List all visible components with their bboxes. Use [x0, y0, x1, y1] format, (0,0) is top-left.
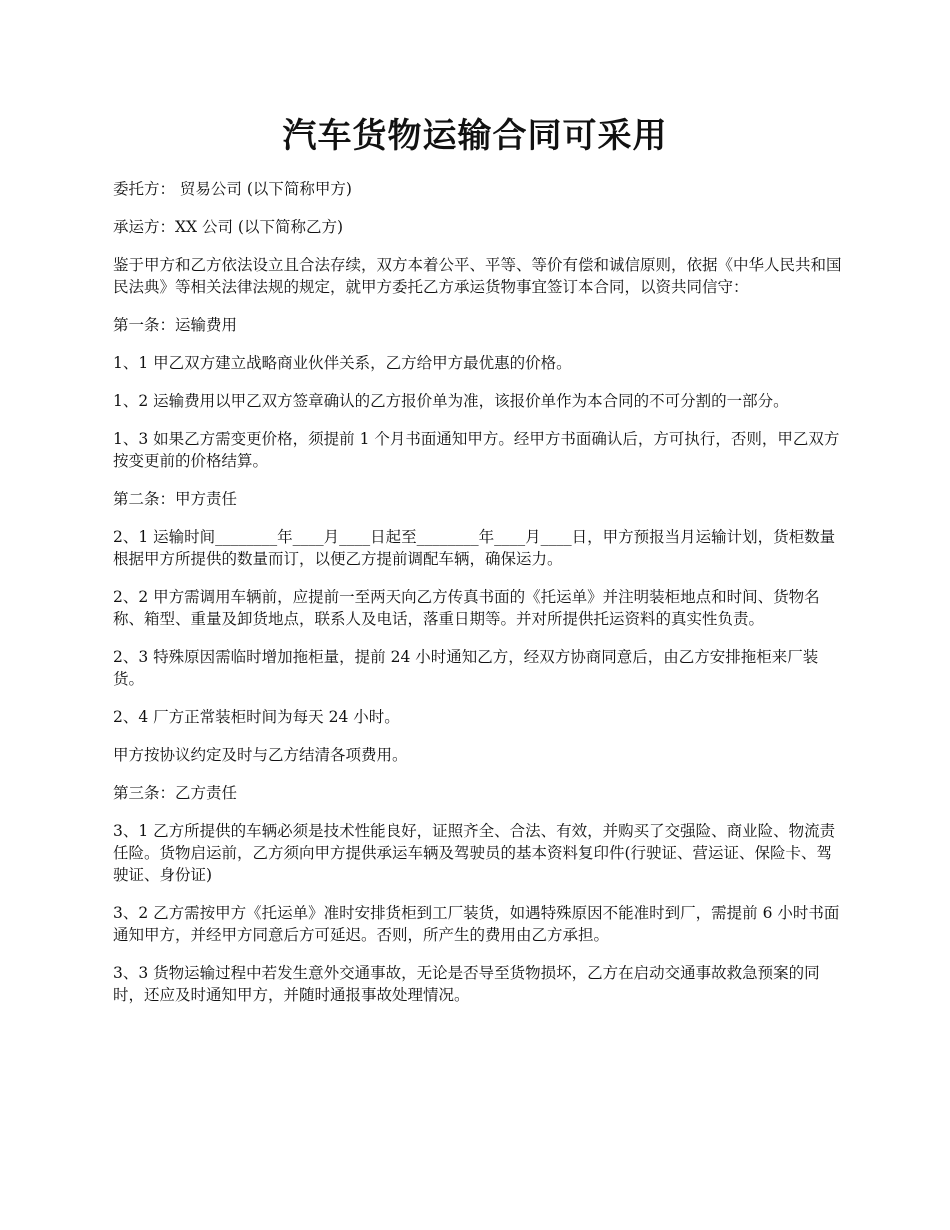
- clause-2-4: 2、4 厂方正常装柜时间为每天 24 小时。: [113, 708, 400, 726]
- clause-2-3: 2、3 特殊原因需临时增加拖柜量，提前 24 小时通知乙方，经双方协商同意后，由乙方安排拖柜来厂装货。: [113, 648, 819, 688]
- article-1-heading: 第一条：运输费用: [113, 316, 238, 334]
- clause-1-1: 1、1 甲乙双方建立战略商业伙伴关系，乙方给甲方最优惠的价格。: [113, 354, 572, 372]
- clause-3-3: 3、3 货物运输过程中若发生意外交通事故，无论是否导至货物损坏，乙方在启动交通事故救急预案的同时，还应及时通知甲方，并随时通报事故处理情况。: [113, 964, 820, 1004]
- clause-1-2: 1、2 运输费用以甲乙双方签章确认的乙方报价单为准，该报价单作为本合同的不可分割的一部分。: [113, 392, 789, 410]
- article-2-heading: 第二条：甲方责任: [113, 490, 238, 508]
- article-3-heading: 第三条：乙方责任: [113, 784, 238, 802]
- party-b-line: 承运方：XX 公司 (以下简称乙方): [113, 218, 344, 236]
- preamble-paragraph: 鉴于甲方和乙方依法设立且合法存续，双方本着公平、平等、等价有偿和诚信原则，依据《中华人民共和国民法典》等相关法律法规的规定，就甲方委托乙方承运货物事宜签订本合同，以资共同信守：: [113, 256, 842, 296]
- clause-2-1: 2、1 运输时间________年____月____日起至________年____月____日，甲方预报当月运输计划，货柜数量根据甲方所提供的数量而订，以便乙方提前调配车辆，确保运力。: [113, 528, 836, 568]
- party-a-line: 委托方： 贸易公司 (以下简称甲方): [113, 180, 352, 198]
- document-title: 汽车货物运输合同可采用: [282, 116, 668, 156]
- clause-2-2: 2、2 甲方需调用车辆前，应提前一至两天向乙方传真书面的《托运单》并注明装柜地点和时间、货物名称、箱型、重量及卸货地点，联系人及电话，落重日期等。并对所提供托运资料的真实性负责。: [113, 588, 820, 628]
- clause-3-1: 3、1 乙方所提供的车辆必须是技术性能良好，证照齐全、合法、有效，并购买了交强险、商业险、物流责任险。货物启运前，乙方须向甲方提供承运车辆及驾驶员的基本资料复印件(行驶证、营运证、保险卡、驾驶证、身份证): [113, 822, 836, 884]
- settlement-paragraph: 甲方按协议约定及时与乙方结清各项费用。: [113, 746, 408, 764]
- document-body: [113, 178, 843, 1022]
- clause-3-2: 3、2 乙方需按甲方《托运单》准时安排货柜到工厂装货，如遇特殊原因不能准时到厂，需提前 6 小时书面通知甲方，并经甲方同意后方可延迟。否则，所产生的费用由乙方承担。: [113, 904, 840, 944]
- clause-1-3: 1、3 如果乙方需变更价格，须提前 1 个月书面通知甲方。经甲方书面确认后，方可执行，否则，甲乙双方按变更前的价格结算。: [113, 430, 840, 470]
